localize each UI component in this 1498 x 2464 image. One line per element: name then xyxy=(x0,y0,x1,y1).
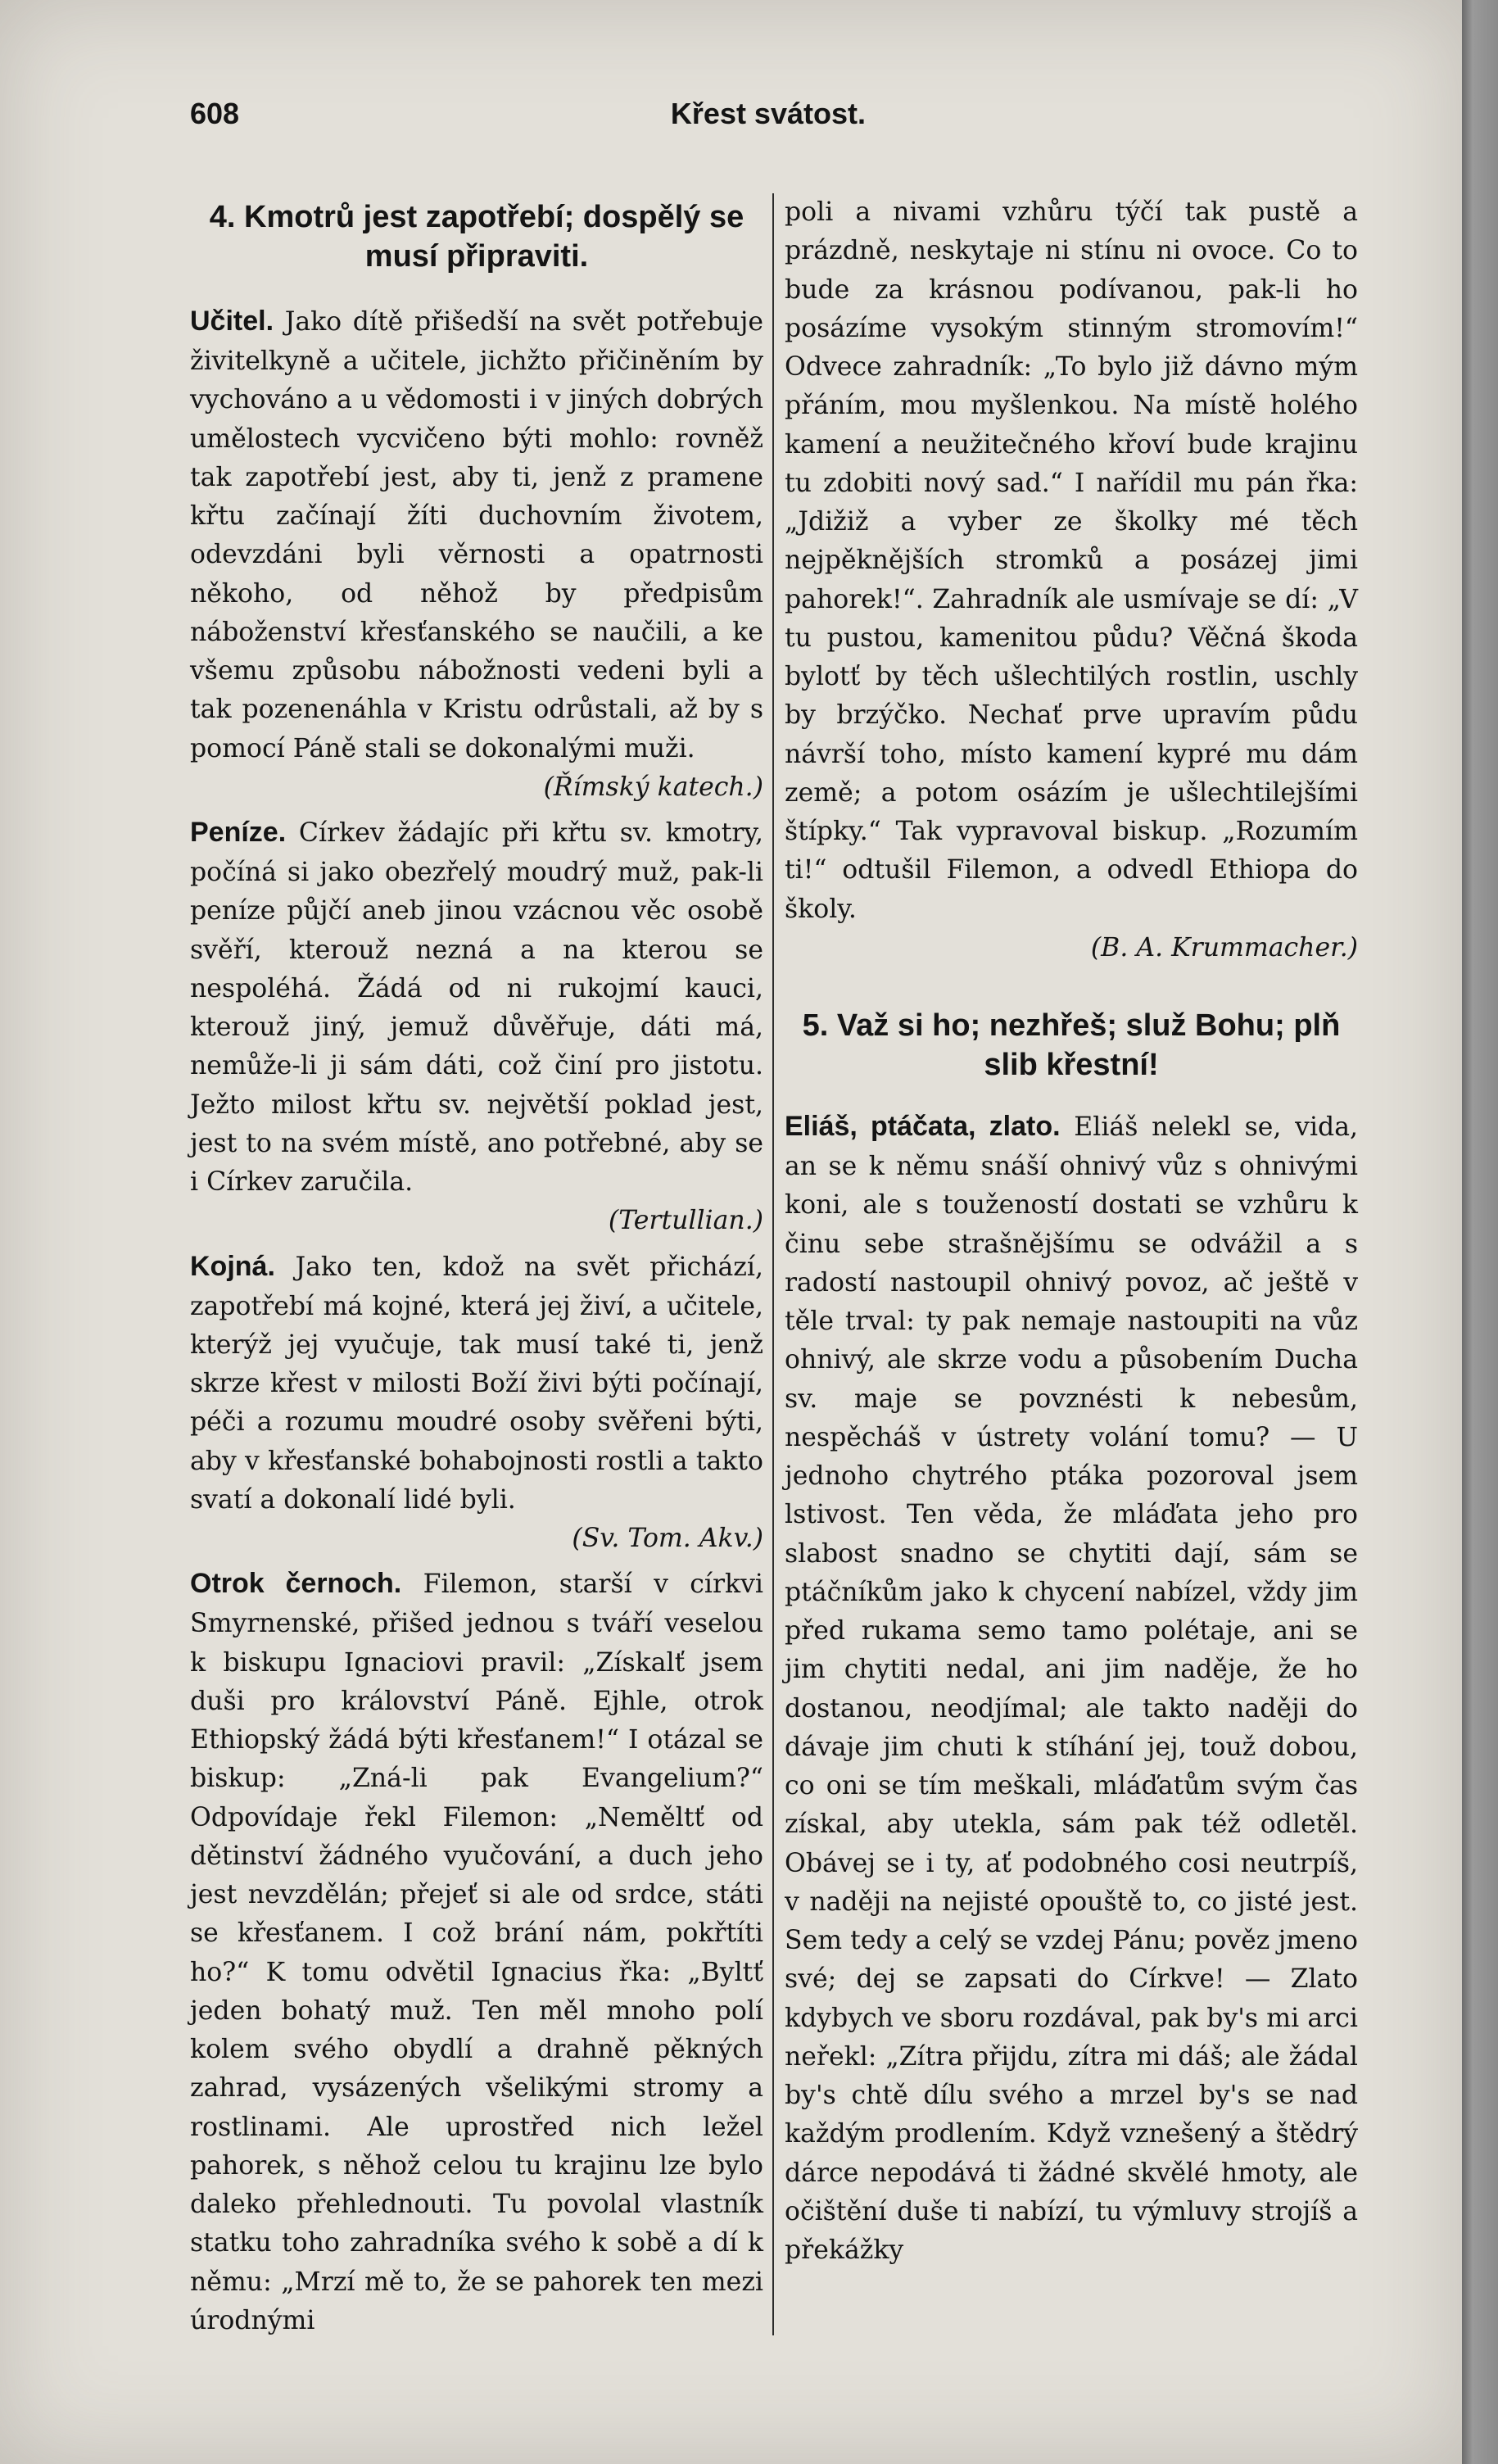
entry-text: Jako dítě přišedší na svět potřebuje živitelkyně a učitele, jichžto přičiněním by vychováno a u vědomosti i v jiných dobrých umělostech vycvičeno býti mohlo: rovněž tak zapotřebí jest, aby ti, jenž z pramene křtu začínají žíti duchovním životem, odevzdáni byli věrnosti a opatrnosti někoho, od něhož by předpisům náboženství křesťanského se naučili, a ke všemu způsobu nábožnosti vedeni byli a tak pozenenáhla v Kristu odrůstali, až by s pomocí Páně stali se dokonalými muži. xyxy=(190,307,764,763)
entry-text: poli a nivami vzhůru týčí tak pustě a prázdně, neskytaje ni stínu ni ovoce. Co to bude za krásnou podívanou, pak-li ho posázíme vysokým stinným stromovím!“ Odvece zahradník: „To bylo již dávno mým přáním, mou myšlenkou. Na místě holého kamení a neužitečného křoví bude krajinu tu zdobiti nový sad.“ I nařídil mu pán řka: „Jdižiž a vyber ze školky mé těch nejpěknějších stromků a posázej jimi pahorek!“. Zahradník ale usmívaje se dí: „V tu pustou, kamenitou půdu? Věčná škoda bylotť by těch ušlechtilých rostlin, uschly by brzýčko. Nechať prve upravím půdu návrší toho, místo kamení kypré mu dám země; a potom osázím je ušlechtilejšími štípky.“ Tak vypravoval biskup. „Rozumím ti!“ odtušil Filemon, a odvedl Ethiopa do školy. xyxy=(785,197,1358,924)
entry-text: Eliáš nelekl se, vida, an se k němu snáší ohnivý vůz s ohnivými koni, ale s toužeností dostati se vzhůru k činu sebe strašnějšímu se odvážil a s radostí nastoupil ohnivý povoz, ač ještě v těle trval: ty pak nemaje nastoupiti na vůz ohnivý, ale skrze vodu a působením Ducha sv. maje se povznésti k nebesům, nespěcháš v ústrety volání tomu? — U jednoho chytrého ptáka pozoroval jsem lstivost. Ten věda, že mláďata jeho pro slabost snadno se chytiti dají, sám se ptáčníkům jako k chycení nabízel, vždy jim před rukama semo tamo polétaje, ani se jim chytiti nedal, ani jim naděje, že ho dostanou, neodjímal; ale takto naději do dávaje jim chuti k stíhání jej, touž dobou, co oni se tím meškali, mláďatům svým čas získal, aby utekla, sám pak též odletěl. Obávej se i ty, ať podobného cosi neutrpíš, v naději na nejisté opouště to, co jisté jest. Sem tedy a celý se vzdej Pánu; pověz jmeno své; dej se zapsati do Církve! — Zlato kdybych ve sboru rozdával, pak by's mi arci neřekl: „Zítra přijdu, zítra mi dáš; ale žádal by's chtě dílu svého a mrzel by's se nad každým prodlením. Když vznešený a štědrý dárce nepodává ti žádné skvělé hmoty, ale očištění duše ti nabízí, tu výmluvy strojíš a překážky xyxy=(785,1112,1358,2265)
entry-penize xyxy=(190,812,763,1241)
entry-keyword: Eliáš, ptáčata, zlato. xyxy=(785,1111,1061,1142)
page-header xyxy=(190,97,866,146)
entry-text: Jako ten, kdož na svět přichází, zapotřebí má kojné, která jej živí, a učitele, kterýž jej vyučuje, tak musí také ti, jenž skrze křest v milosti Boží živi býti počínají, péči a rozumu moudré osoby svěřeni býti, aby v křesťanské bohabojnosti rostli a takto svatí a dokonalí lidé byli. xyxy=(190,1252,763,1515)
section-5-heading: 5. Važ si ho; nezhřeš; služ Bohu; plň slib křestní! xyxy=(802,1008,1341,1082)
entry-text: Filemon, starší v církvi Smyrnenské, přišed jednou s tváří veselou k biskupu Ignaciovi pravil: „Získalť jsem duši pro království Páně. Ejhle, otrok Ethiopský žádá býti křesťanem!“ I otázal se biskup: „Zná-li pak Evangelium?“ Odpovídaje řekl Filemon: „Neměltť od dětinství žádného vyučování, a duch jeho jest nevzdělán; přejeť si ale od srdce, státi se křesťanem. I což brání nám, pokřtíti ho?“ K tomu odvětil Ignacius řka: „Byltť jeden bohatý muž. Ten měl mnoho polí kolem svého obydlí a drahně pěkných zahrad, vysázených všelikými stromy a rostlinami. Ale uprostřed nich ležel pahorek, s něhož celou tu krajinu lze bylo daleko přehlednouti. Tu povolal vlastník statku toho zahradníka svého k sobě a dí k němu: „Mrzí mě to, že se pahorek ten mezi úrodnými xyxy=(190,1569,764,2335)
entry-keyword: Kojná. xyxy=(190,1250,275,1282)
entry-source: (B. A. Krummacher.) xyxy=(1090,932,1358,962)
entry-source: (Tertullian.) xyxy=(608,1206,763,1236)
entry-elias xyxy=(785,1106,1358,2270)
section-4-heading: 4. Kmotrů jest zapotřebí; dospělý se musí připraviti. xyxy=(209,200,744,274)
left-column xyxy=(190,193,764,2335)
entry-source: (Sv. Tom. Akv.) xyxy=(572,1524,763,1553)
entry-keyword: Otrok černoch. xyxy=(190,1568,402,1600)
right-column xyxy=(785,193,1358,2331)
page-number: 608 xyxy=(190,97,240,130)
entry-keyword: Peníze. xyxy=(190,817,287,848)
entry-kojna xyxy=(190,1246,763,1559)
entry-keyword: Učitel. xyxy=(190,306,274,337)
entry-otrok-cernoch-continued xyxy=(785,193,1358,967)
entry-ucitel xyxy=(190,301,763,807)
running-title: Křest svátost. xyxy=(670,97,866,130)
entry-text: Církev žádajíc při křtu sv. kmotry, počíná si jako obezřelý moudrý muž, pak-li peníze půjčí aneb jinou vzácnou věc osobě svěří, kterouž nezná a na kterou se nespoléhá. Žádá od ni rukojmí kauci, kterouž jiný, jemuž důvěřuje, dáti má, nemůže-li ji sám dáti, což činí pro jistotu. Ježto milost křtu sv. největší poklad jest, jest to na svém místě, ano potřebné, aby se i Církev zaručila. xyxy=(190,818,764,1197)
scan-edge xyxy=(1462,0,1498,2464)
column-divider xyxy=(772,193,774,2335)
entry-otrok-cernoch xyxy=(190,1563,763,2340)
entry-source: (Římský katech.) xyxy=(543,772,763,802)
